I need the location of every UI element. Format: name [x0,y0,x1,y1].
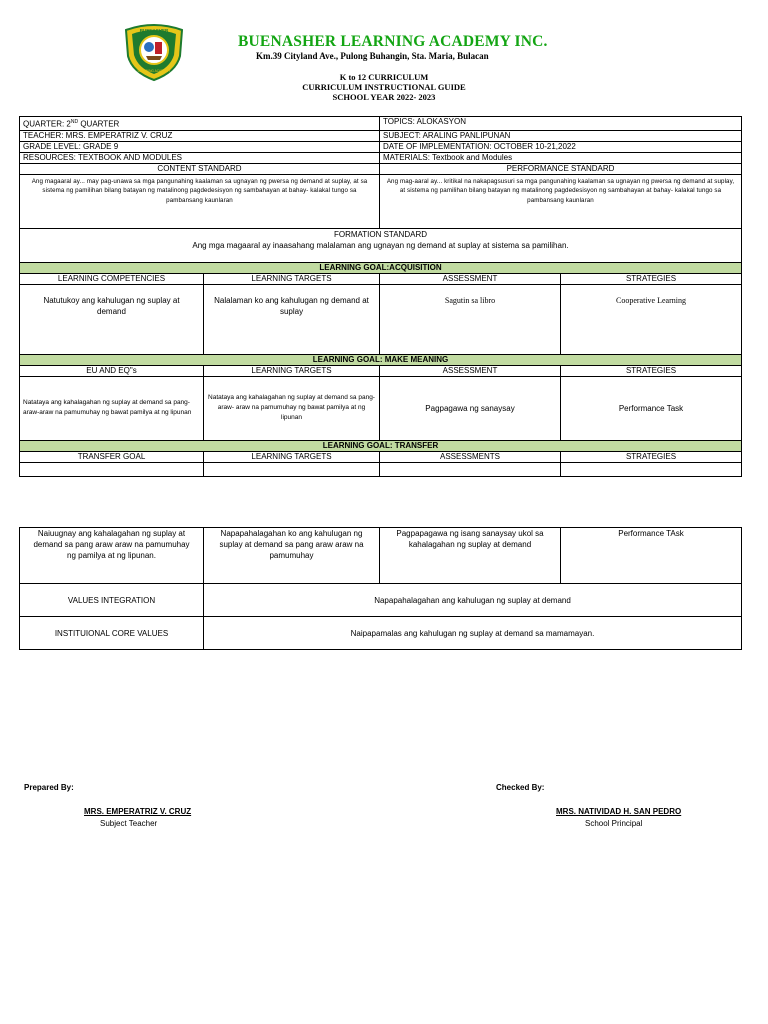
transfer-header: LEARNING TARGETS [204,451,380,462]
acquisition-competency: Natutukoy ang kahulugan ng suplay at demand [20,284,204,354]
empty-cell [204,462,380,476]
empty-cell [20,462,204,476]
acquisition-header: ASSESSMENT [380,273,561,284]
empty-cell [561,462,742,476]
prepared-by-name: MRS. EMPERATRIZ V. CRUZ [84,807,192,816]
school-name: BUENASHER LEARNING ACADEMY INC. [238,33,548,50]
svg-text:BUENASHER: BUENASHER [139,28,169,33]
content-standard-label: CONTENT STANDARD [20,163,380,174]
school-address: Km.39 Cityland Ave., Pulong Buhangin, Sta. Maria, Bulacan [256,51,489,61]
meaning-target: Natataya ang kahalagahan ng suplay at demand sa pang-araw- araw na pamumuhay ng bawat pamilya at ng lipunan [204,376,380,440]
meaning-header: STRATEGIES [561,365,742,376]
transfer-assessment-text: Pagpapagawa ng isang sanaysay ukol sa kahalagahan ng suplay at demand [380,528,561,584]
teacher-cell: TEACHER: MRS. EMPERATRIZ V. CRUZ [20,130,380,141]
transfer-header: STRATEGIES [561,451,742,462]
values-integration-text: Napapahalagahan ang kahulugan ng suplay at demand [204,584,742,617]
school-year-line: SCHOOL YEAR 2022- 2023 [332,92,436,102]
values-integration-label: VALUES INTEGRATION [20,584,204,617]
transfer-target-text: Napapahalagahan ko ang kahulugan ng suplay at demand sa pang araw araw na pamumuhay [204,528,380,584]
meaning-assessment: Pagpagawa ng sanaysay [380,376,561,440]
empty-cell [380,462,561,476]
transfer-values-table [19,527,742,650]
acquisition-goal-banner: LEARNING GOAL:ACQUISITION [20,262,742,273]
checked-by-title: School Principal [585,819,643,828]
transfer-header: TRANSFER GOAL [20,451,204,462]
formation-standard-label: FORMATION STANDARD [333,229,428,239]
acquisition-header: LEARNING COMPETENCIES [20,273,204,284]
transfer-header: ASSESSMENTS [380,451,561,462]
formation-standard [20,228,742,262]
formation-standard-text: Ang mga magaaral ay inaasahang malalaman ang ugnayan ng demand at suplay at sistema sa pamilihan. [192,240,569,250]
transfer-goal-banner: LEARNING GOAL: TRANSFER [20,440,742,451]
checked-by-label: Checked By: [496,783,545,792]
meaning-header: EU AND EQ"s [20,365,204,376]
materials-cell: MATERIALS: Textbook and Modules [380,152,742,163]
meaning-strategy: Performance Task [561,376,742,440]
transfer-strategy-text: Performance TAsk [561,528,742,584]
document-heading [0,72,768,102]
acquisition-assessment: Sagutin sa libro [380,284,561,354]
quarter-cell: QUARTER: 2ND QUARTER [20,117,380,131]
guide-line: CURRICULUM INSTRUCTIONAL GUIDE [302,82,466,92]
svg-text:LEARNING ACADEMY: LEARNING ACADEMY [137,69,171,73]
date-cell: DATE OF IMPLEMENTATION: OCTOBER 10-21,2022 [380,141,742,152]
content-standard-text: Ang magaaral ay... may pag-unawa sa mga pangunahing kaalaman sa ugnayan ng pwersa ng demand at suplay, at sa sistema ng pamilihan bilang batayan ng matalinong pagdedesisyon ng sambahayan at bahay- kalakal tungo sa pambansang kaunlaran [20,174,380,228]
instructional-guide-table [19,116,742,477]
make-meaning-goal-banner: LEARNING GOAL: MAKE MEANING [20,354,742,365]
prepared-by-title: Subject Teacher [100,819,158,828]
meaning-header: ASSESSMENT [380,365,561,376]
subject-cell: SUBJECT: ARALING PANLIPUNAN [380,130,742,141]
acquisition-strategy: Cooperative Learning [561,284,742,354]
acquisition-target: Nalalaman ko ang kahulugan ng demand at suplay [204,284,380,354]
transfer-goal-text: Naiuugnay ang kahalagahan ng suplay at demand sa pang araw araw na pamumuhay ng pamilya at ng lipunan. [20,528,204,584]
resources-cell: RESOURCES: TEXTBOOK AND MODULES [20,152,380,163]
meaning-eu: Natataya ang kahalagahan ng suplay at demand sa pang-araw-araw na pamumuhay ng bawat pamilya at ng lipunan [20,376,204,440]
prepared-by-label: Prepared By: [24,783,74,792]
topics-cell: TOPICS: ALOKASYON [380,117,742,131]
meaning-header: LEARNING TARGETS [204,365,380,376]
core-values-text: Naipapamalas ang kahulugan ng suplay at demand sa mamamayan. [204,617,742,650]
acquisition-header: STRATEGIES [561,273,742,284]
performance-standard-text: Ang mag-aaral ay... kritikal na nakapagsusuri sa mga pangunahing kaalaman sa ugnayan ng pwersa ng demand at suplay, at sistema ng pamilihan bilang batayan ng matalinong pagdedesisyon ng sambahayan at bahay- kalakal tungo sa pambansang kaunlaran [380,174,742,228]
checked-by-name: MRS. NATIVIDAD H. SAN PEDRO [556,807,682,816]
acquisition-header: LEARNING TARGETS [204,273,380,284]
grade-level-cell: GRADE LEVEL: GRADE 9 [20,141,380,152]
core-values-label: INSTITUIONAL CORE VALUES [20,617,204,650]
performance-standard-label: PERFORMANCE STANDARD [380,163,742,174]
curriculum-line: K to 12 CURRICULUM [339,72,429,82]
